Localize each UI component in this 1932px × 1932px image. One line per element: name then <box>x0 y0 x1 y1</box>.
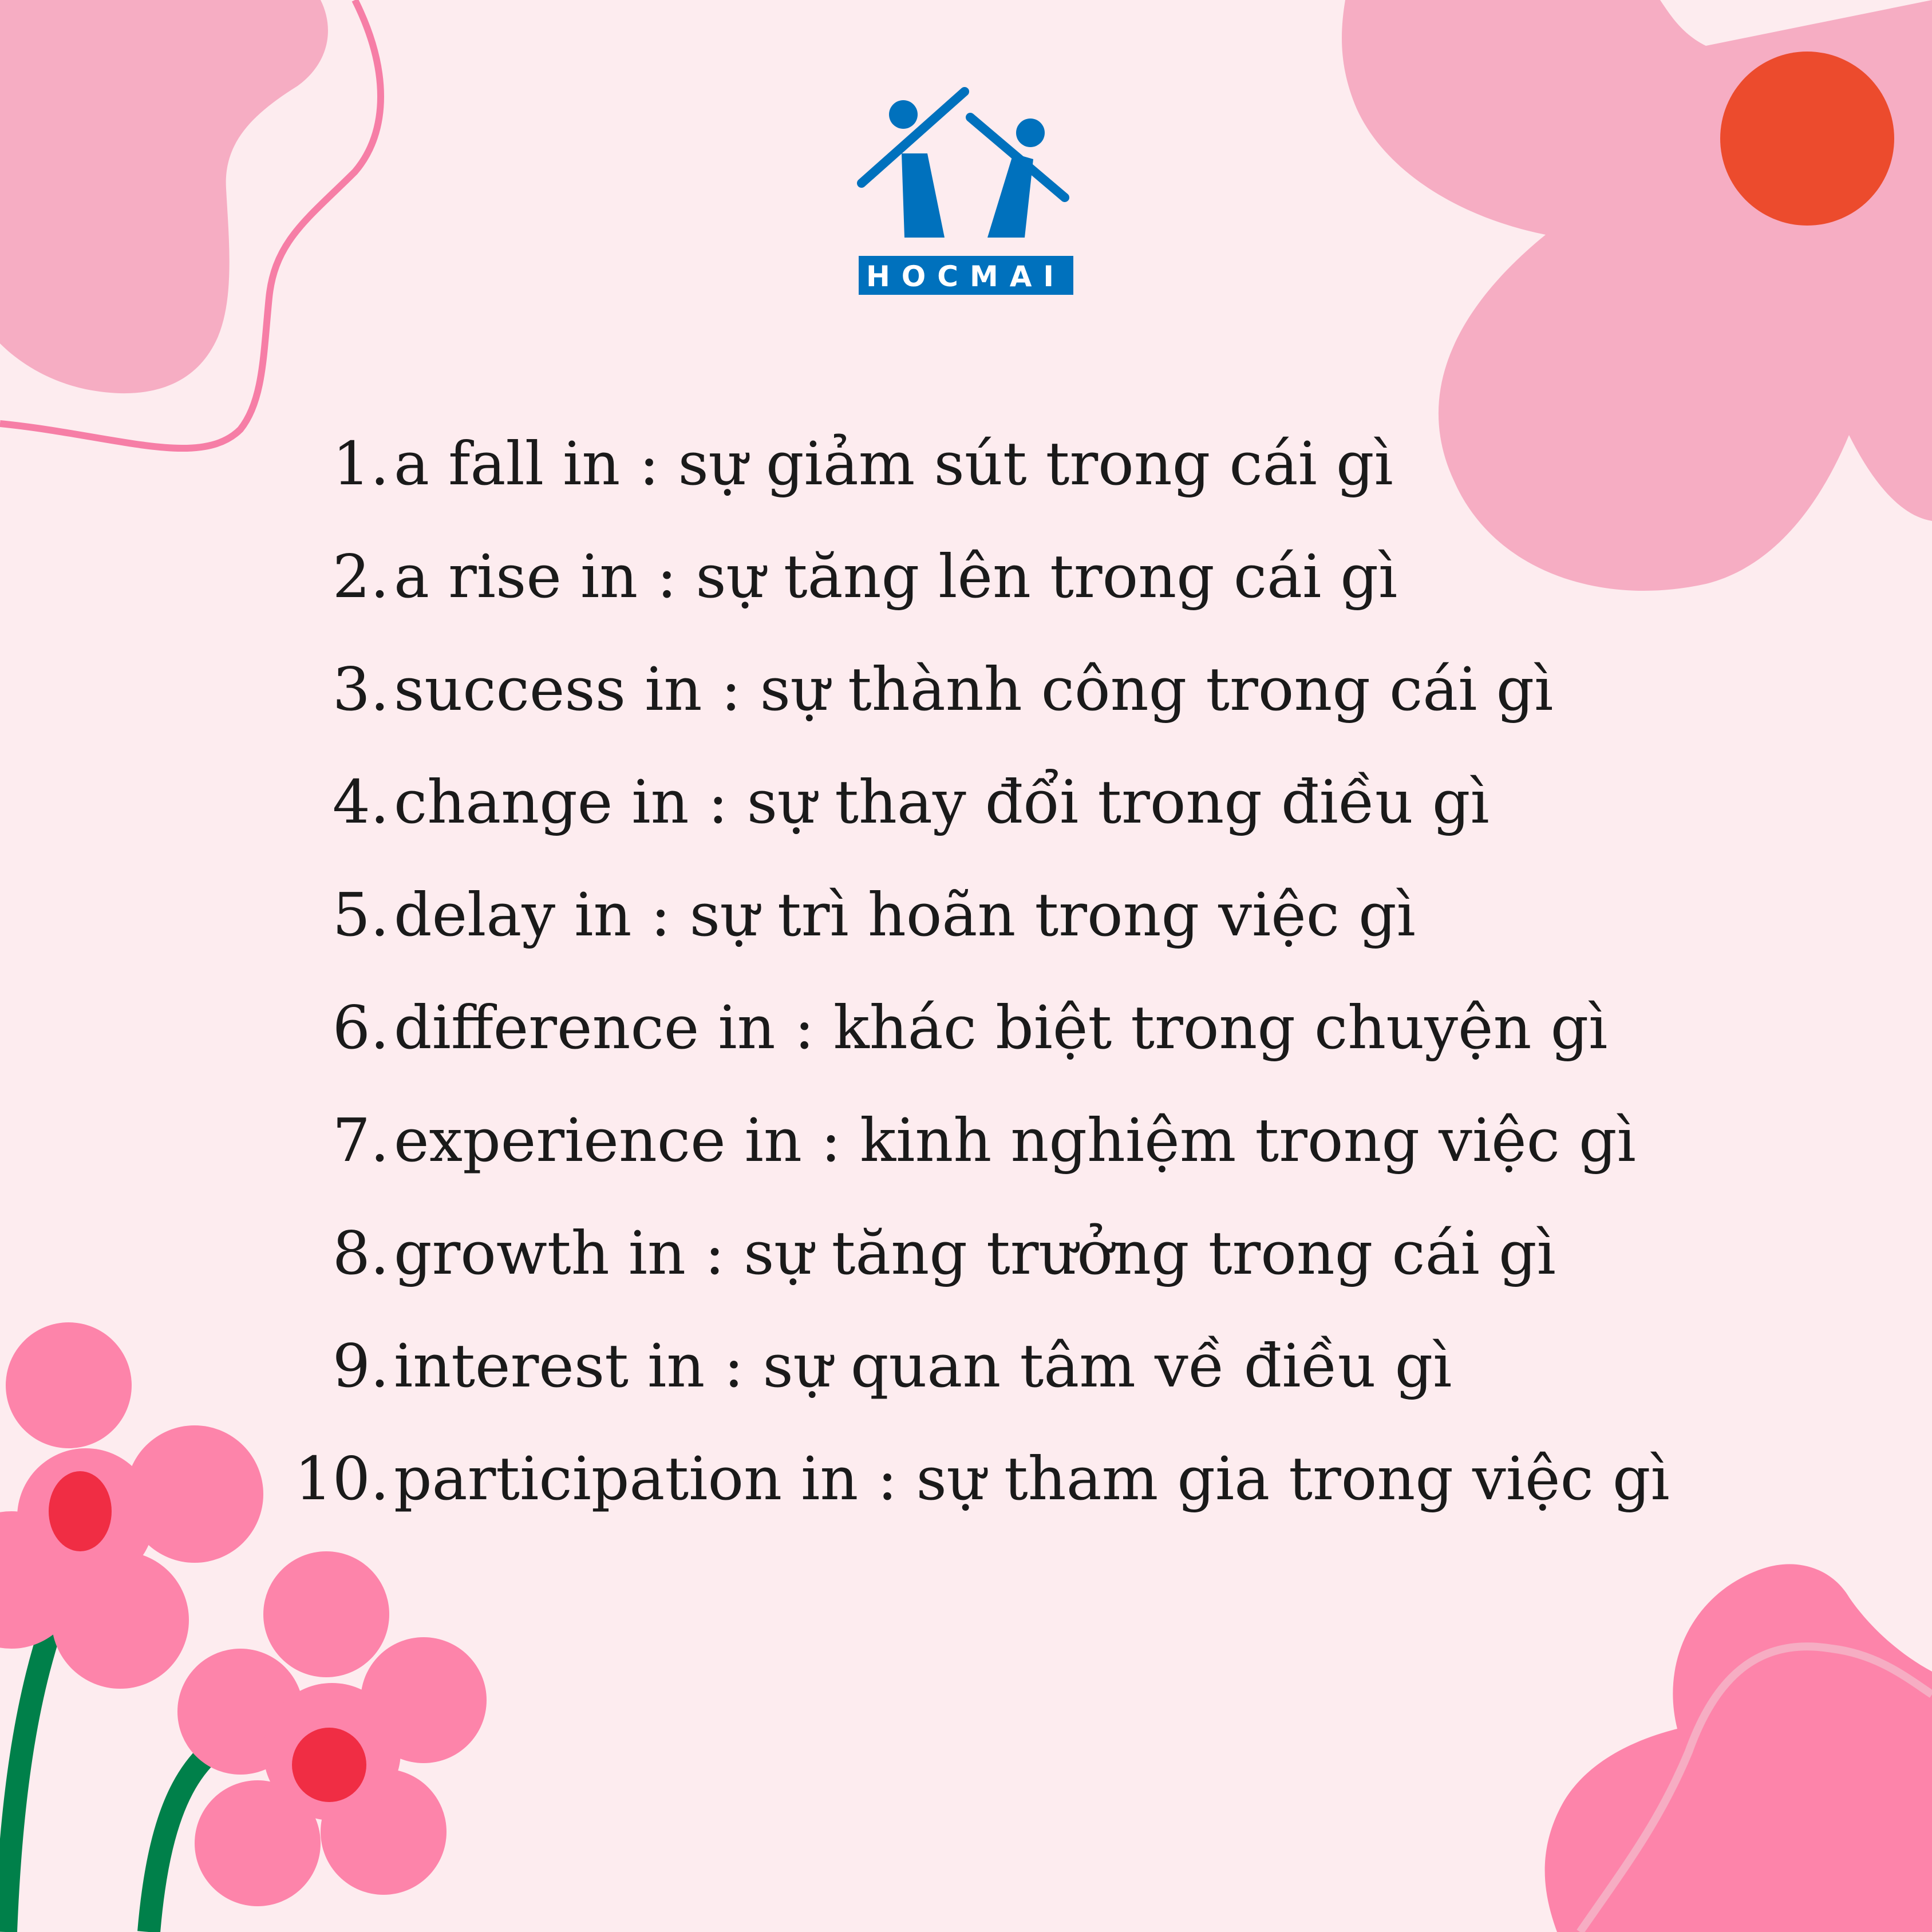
item-number: 2. <box>332 542 389 611</box>
item-text: experience in : kinh nghiệm trong việc gì <box>394 1105 1636 1175</box>
item-text: participation in : sự tham gia trong việc gì <box>394 1444 1670 1514</box>
item-text: interest in : sự quan tâm về điều gì <box>394 1331 1452 1401</box>
item-number: 4. <box>332 767 389 837</box>
item-number: 1. <box>332 429 389 499</box>
item-number: 9. <box>332 1331 389 1401</box>
item-text: a rise in : sự tăng lên trong cái gì <box>394 542 1398 611</box>
item-number: 6. <box>332 993 389 1062</box>
logo-text: HOCMAI <box>866 260 1066 293</box>
item-text: growth in : sự tăng trưởng trong cái gì <box>394 1218 1556 1288</box>
item-text: change in : sự thay đổi trong điều gì <box>394 767 1490 837</box>
item-text: success in : sự thành công trong cái gì <box>394 654 1554 724</box>
item-text: delay in : sự trì hoãn trong việc gì <box>394 880 1416 950</box>
item-number: 3. <box>332 654 389 724</box>
item-number: 10. <box>294 1444 389 1514</box>
item-number: 7. <box>332 1105 389 1175</box>
item-text: a fall in : sự giảm sút trong cái gì <box>394 429 1393 499</box>
item-text: difference in : khác biệt trong chuyện gì <box>394 993 1608 1062</box>
item-number: 8. <box>332 1218 389 1288</box>
item-number: 5. <box>332 880 389 950</box>
